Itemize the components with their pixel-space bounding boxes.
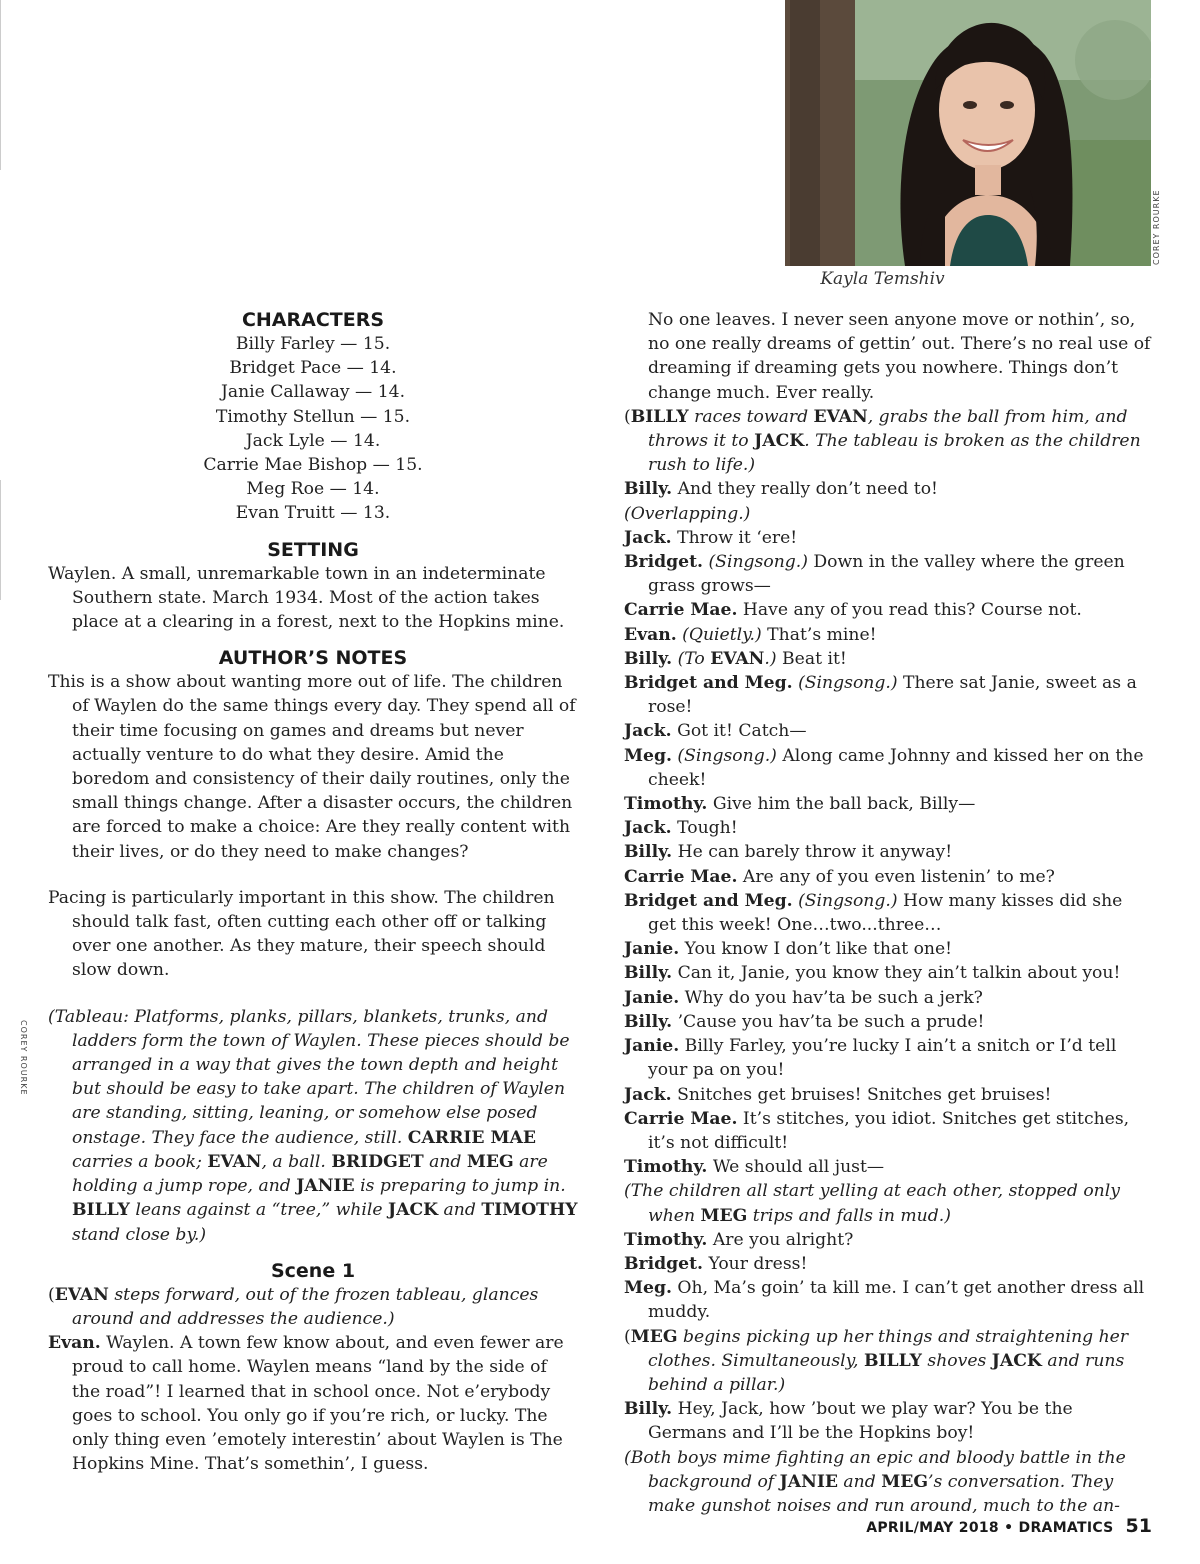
spacer bbox=[48, 634, 578, 646]
dialogue-line: Janie. Why do you hav’ta be such a jerk? bbox=[624, 987, 983, 1008]
dialogue-line: Jack. Snitches get bruises! Snitches get bruises! bbox=[624, 1084, 1052, 1105]
spacer bbox=[48, 983, 578, 1005]
dialogue-line: Billy. Hey, Jack, how ’bout we play war? You be the Germans and I’ll be the Hopkins boy! bbox=[624, 1399, 1073, 1444]
character-item: Carrie Mae Bishop — 15. bbox=[203, 455, 423, 476]
dialogue-line: Evan. (Quietly.) That’s mine! bbox=[624, 624, 877, 645]
dialogue-line: Carrie Mae. It’s stitches, you idiot. Snitches get stitches, it’s not difficult! bbox=[624, 1108, 1130, 1153]
notes-paragraph-1: This is a show about wanting more out of life. The children of Waylen do the same things every day. They spend all of their time focusing on games and dreams but never actually venture to do what they desire. Amid the boredom and consistency of their daily routines, only the small things change. After a disaster occurs, the children are forced to make a choice: Are they really content with their lives, or do they need to make changes? bbox=[48, 672, 576, 862]
page-number: 51 bbox=[1125, 1515, 1152, 1537]
dialogue-line: Timothy. Give him the ball back, Billy— bbox=[624, 794, 976, 815]
dialogue-line: Jack. Throw it ‘ere! bbox=[624, 527, 798, 548]
stage-direction: (Both boys mime fighting an epic and bloody battle in the background of JANIE and MEG’s conversation. They make gunshot noises and run around, much to the an- bbox=[624, 1447, 1126, 1516]
character-item: Bridget Pace — 14. bbox=[229, 358, 397, 379]
character-item: Evan Truitt — 13. bbox=[235, 503, 391, 524]
issue-label: APRIL/MAY 2018 • DRAMATICS bbox=[866, 1520, 1114, 1536]
dialogue-line: Jack. Tough! bbox=[624, 818, 738, 839]
character-item: Jack Lyle — 14. bbox=[245, 430, 381, 451]
dialogue-line: Meg. Oh, Ma’s goin’ ta kill me. I can’t get another dress all muddy. bbox=[624, 1278, 1145, 1323]
character-item: Timothy Stellun — 15. bbox=[215, 406, 411, 427]
dialogue-line: Carrie Mae. Have any of you read this? Course not. bbox=[624, 600, 1082, 621]
spacer bbox=[48, 864, 578, 886]
tableau-direction: (Tableau: Platforms, planks, pillars, blankets, trunks, and ladders form the town of Waylen. These pieces should be arranged in a way that gives the town depth and height but should be easy to take apart. The children of Waylen are standing, sitting, leaning, or somehow else posed onstage. They face the audience, still. CARRIE MAE carries a book; EVAN, a ball. BRIDGET and MEG are holding a jump rope, and JANIE is preparing to jump in. BILLY leans against a “tree,” while JACK and TIMOTHY stand close by.) bbox=[48, 1006, 578, 1245]
dialogue-line: Bridget and Meg. (Singsong.) There sat Janie, sweet as a rose! bbox=[624, 673, 1137, 718]
spacer bbox=[48, 526, 578, 538]
margin-rule-bottom bbox=[0, 480, 1, 600]
dialogue-line: Billy. (To EVAN.) Beat it! bbox=[624, 648, 847, 669]
notes-paragraph-2: Pacing is particularly important in this show. The children should talk fast, often cutting each other off or talking over one another. As they mature, their speech should slow down. bbox=[48, 887, 555, 981]
dialogue-line: Bridget. (Singsong.) Down in the valley where the green grass grows— bbox=[624, 552, 1125, 597]
dialogue-line: Bridget and Meg. (Singsong.) How many kisses did she get this week! One…two...three… bbox=[624, 890, 1123, 936]
dialogue-line: Timothy. Are you alright? bbox=[624, 1229, 854, 1250]
portrait-photo bbox=[785, 0, 1151, 266]
left-column bbox=[48, 308, 578, 1476]
setting-text: Waylen. A small, unremarkable town in an indeterminate Southern state. March 1934. Most of the action takes place at a clearing in a forest, next to the Hopkins mine. bbox=[48, 563, 565, 633]
character-item: Billy Farley — 15. bbox=[235, 334, 391, 354]
character-list bbox=[48, 332, 578, 526]
dialogue-line: Jack. Got it! Catch— bbox=[624, 721, 807, 742]
setting-heading: SETTING bbox=[267, 538, 359, 561]
photo-credit: COREY ROURKE bbox=[1152, 189, 1161, 265]
spacer bbox=[48, 1247, 578, 1259]
dialogue-line: Billy. Can it, Janie, you know they ain’t talkin about you! bbox=[624, 963, 1121, 984]
stage-direction: (BILLY races toward EVAN, grabs the ball from him, and throws it to JACK. The tableau is broken as the children rush to life.) bbox=[624, 406, 1141, 476]
character-item: Meg Roe — 14. bbox=[246, 479, 380, 500]
portrait-illustration bbox=[785, 0, 1151, 266]
right-column bbox=[624, 308, 1152, 1518]
characters-heading: CHARACTERS bbox=[241, 309, 385, 331]
margin-rule-top bbox=[0, 0, 1, 170]
stage-direction: (EVAN steps forward, out of the frozen tableau, glances around and addresses the audience.) bbox=[48, 1284, 539, 1329]
scene-heading: Scene 1 bbox=[270, 1259, 356, 1282]
dialogue-line: Janie. Billy Farley, you’re lucky I ain’t a snitch or I’d tell your pa on you! bbox=[624, 1036, 1117, 1081]
dialogue-line: Evan. Waylen. A town few know about, and even fewer are proud to call home. Waylen means “land by the side of the road”! I learned that in school once. Not e’erybody goes to school. You only go if you’re rich, or lucky. The only thing even ’emotely interestin’ about Waylen is The Hopkins Mine. That’s somethin’, I guess. bbox=[48, 1333, 564, 1475]
margin-photo-credit: COREY ROURKE bbox=[19, 1020, 28, 1096]
dialogue-line: Timothy. We should all just— bbox=[624, 1157, 885, 1178]
stage-direction: (Overlapping.) bbox=[624, 503, 751, 524]
authors-notes-heading: AUTHOR’S NOTES bbox=[218, 647, 408, 670]
stage-direction: (MEG begins picking up her things and straightening her clothes. Simultaneously, BILLY shoves JACK and runs behind a pillar.) bbox=[624, 1326, 1129, 1395]
photo-caption: Kayla Temshiv bbox=[820, 269, 945, 289]
dialogue-line: Janie. You know I don’t like that one! bbox=[624, 939, 953, 960]
dialogue-line: Billy. He can barely throw it anyway! bbox=[624, 842, 953, 863]
character-item: Janie Callaway — 14. bbox=[220, 382, 406, 403]
dialogue-line: Bridget. Your dress! bbox=[624, 1253, 808, 1274]
dialogue-line: Billy. And they really don’t need to! bbox=[624, 479, 938, 500]
dialogue-line: Meg. (Singsong.) Along came Johnny and kissed her on the cheek! bbox=[624, 745, 1144, 790]
dialogue-line: Carrie Mae. Are any of you even listenin’ to me? bbox=[624, 866, 1055, 887]
dialogue-continuation: No one leaves. I never seen anyone move or nothin’, so, no one really dreams of gettin’ out. There’s no real use of dreaming if dreaming gets you nowhere. Things don’t change much. Ever really. bbox=[648, 310, 1151, 403]
stage-direction: (The children all start yelling at each other, stopped only when MEG trips and falls in mud.) bbox=[624, 1181, 1120, 1226]
dialogue-line: Billy. ’Cause you hav’ta be such a prude! bbox=[624, 1011, 985, 1032]
page-footer bbox=[866, 1515, 1152, 1537]
